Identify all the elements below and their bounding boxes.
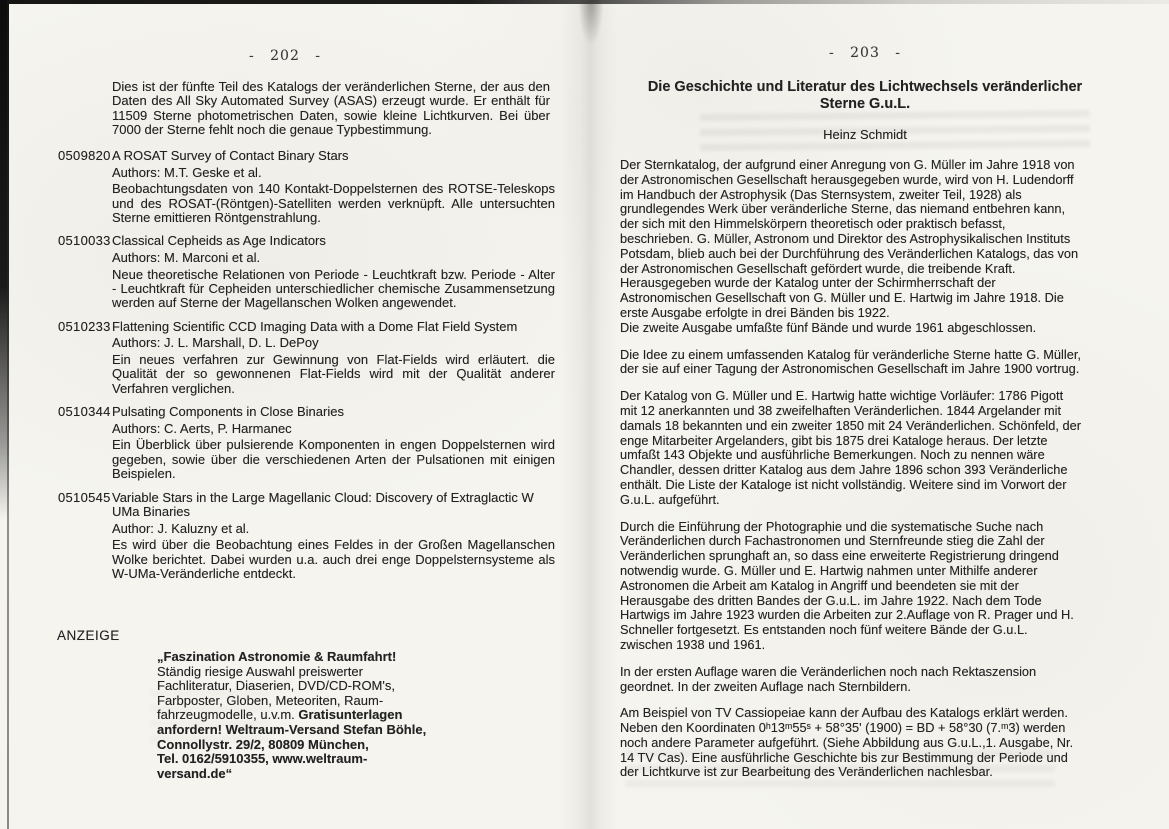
ad-line: Tel. 0162/5910355, www.weltraum-versand.de“ [157, 751, 368, 781]
entry-summary: Beobachtungsdaten von 140 Kontakt-Doppelsternen des ROTSE-Teleskops und des ROSAT-(Röntgen)-Satelliten werden verknüpft. Alle untersuchten Sterne emittieren Röntgenstrahlung. [112, 181, 555, 225]
article-author: Heinz Schmidt [823, 127, 907, 142]
ad-line: Ständig riesige Auswahl preiswerter [157, 663, 363, 679]
page-number-right: - 203 - [828, 45, 902, 61]
article-title-line1: Die Geschichte und Literatur des Lichtwechsels veränderlicher [647, 79, 1083, 95]
article-paragraph: Durch die Einführung der Photographie und die systematische Suche nach Veränderlichen durch Fachastronomen und Sternfreunde stieg die Zahl der Veränderlichen sprunghaft an, so dass eine erweiterte Registrierung dringend notwendig wurde. G. Müller und E. Hartwig nahmen unter Mithilfe anderer Astronomen die Arbeit am Katalog in Angriff und beendeten sie mit der Herausgabe des dritten Bandes der G.u.L. im Jahre 1922. Nach dem Tode Hartwigs im Jahre 1923 wurden die Arbeiten zur 2.Auflage von R. Prager und H. Schneller fortgesetzt. Es entstanden noch fünf weitere Bände der G.u.L. zwischen 1938 und 1961. [620, 518, 1074, 652]
article-paragraph: Am Beispiel von TV Cassiopeiae kann der Aufbau des Katalogs erklärt werden. Neben den Koordinaten 0ʰ13ᵐ55ˢ + 58°35' (1900) = BD + 58°30 (7.ᵐ3) werden noch andere Parameter aufgeführt. (Siehe Abbildung aus G.u.L.,1. Ausgabe, Nr. 14 TV Cas). Eine ausführliche Geschichte bis zur Bestimmung der Periode und der Lichtkurve ist zur Bearbeitung des Veränderlichen nachlesbar. [620, 705, 1074, 780]
ad-line: Connollystr. 29/2, 80809 München, [157, 736, 369, 752]
article-paragraph-group [620, 348, 1082, 378]
article-paragraph: Die Idee zu einem umfassenden Katalog für veränderliche Sterne hatte G. Müller, der sie auf einer Tagung der Astronomischen Gesellschaft im Jahre 1900 vortrug. [620, 346, 1081, 377]
entry-id: 0509820 [58, 148, 111, 163]
article-title [618, 79, 1112, 113]
entry-title: A ROSAT Survey of Contact Binary Stars [112, 148, 349, 163]
article-paragraph-group [620, 665, 1082, 695]
entry-title: Pulsating Components in Close Binaries [112, 404, 344, 420]
entry-id: 0510545 [58, 489, 111, 505]
right-page [560, 0, 1169, 829]
entry-id: 0510233 [58, 318, 111, 334]
entry-title: Classical Cepheids as Age Indicators [112, 233, 326, 249]
ad-text: fahrzeugmodelle, u.v.m. [157, 707, 299, 723]
article-title-line2: Sterne G.u.L. [819, 96, 911, 112]
scan-edge-left-line [7, 0, 9, 829]
ad-line [157, 708, 427, 723]
entry-id: 0510033 [58, 233, 111, 249]
left-page [10, 0, 560, 829]
article-paragraph: In der ersten Auflage waren die Veränderlichen noch nach Rektaszension geordnet. In der zweiten Auflage nach Sternbildern. [620, 663, 1037, 694]
catalog-entry [58, 405, 555, 481]
entry-title: Flattening Scientific CCD Imaging Data with a Dome Flat Field System [112, 318, 518, 334]
catalog-entry-list [58, 149, 555, 591]
intro-paragraph: Dies ist der fünfte Teil des Katalogs der veränderlichen Sterne, der aus den Daten des All Sky Automated Survey (ASAS) erzeugt wurde. Er enthält für 11509 Sterne photometrischen Daten, sowie kleine Lichtkurven. Bei über 7000 der Sterne fehlt noch die genaue Typbestimmung. [112, 79, 550, 138]
anzeige-label: ANZEIGE [57, 628, 120, 643]
article-paragraph-group [620, 389, 1082, 507]
entry-authors: Authors: C. Aerts, P. Harmanec [112, 420, 292, 436]
entry-authors: Authors: J. L. Marshall, D. L. DePoy [112, 335, 319, 351]
ad-line: Fachliteratur, Diaserien, DVD/CD-ROM's, [157, 678, 395, 694]
entry-summary: Neue theoretische Relationen von Periode - Leuchtkraft bzw. Periode - Alter - Leuchtkraft für Cepheiden unterschiedlicher chemische Zusammensetzung werden auf Sterne der Magellanschen Wolken angewendet. [112, 266, 555, 311]
ad-line: Farbposter, Globen, Meteoriten, Raum- [157, 692, 384, 708]
catalog-entry [58, 149, 555, 225]
article-body [620, 158, 1082, 792]
ad-line: anfordern! Weltraum-Versand Stefan Böhle, [157, 721, 427, 737]
entry-authors: Author: J. Kaluzny et al. [112, 520, 250, 536]
entry-id: 0510344 [58, 404, 111, 420]
ad-line: „Faszination Astronomie & Raumfahrt! [157, 649, 397, 664]
page-number-left: - 202 - [248, 48, 322, 64]
article-paragraph-group [620, 520, 1082, 653]
entry-title: Variable Stars in the Large Magellanic Cloud: Discovery of Extraglactic W UMa Binaries [112, 489, 534, 520]
entry-summary: Es wird über die Beobachtung eines Feldes in der Großen Magellanschen Wolke berichtet. Dabei wurden u.a. auch drei enge Doppelsternsysteme als W-UMa-Veränderliche entdeckt. [112, 537, 555, 582]
article-paragraph: Die zweite Ausgabe umfaßte fünf Bände und wurde 1961 abgeschlossen. [620, 319, 1037, 335]
article-paragraph: Der Sternkatalog, der aufgrund einer Anregung von G. Müller im Jahre 1918 von der Astronomischen Gesellschaft herausgegeben wurde, wird von H. Ludendorff im Handbuch der Astrophysik (Das Sternsystem, zweiter Teil, 1928) als grundlegendes Werk über veränderliche Sterne, das niemand entbehren kann, der sich mit den Himmelskörpern theoretisch oder praktisch befasst, beschrieben. G. Müller, Astronom und Direktor des Astrophysikalischen Instituts Potsdam, blieb auch bei der Durchführung des Veränderlichen Katalogs, das von der Astronomischen Gesellschaft gefördert wurde, die treibende Kraft. [620, 157, 1079, 276]
article-paragraph-group [620, 706, 1082, 780]
article-paragraph: Der Katalog von G. Müller und E. Hartwig hatte wichtige Vorläufer: 1786 Pigott mit 12 anerkannten und 38 zweifelhaften Veränderlichen. 1844 Argelander mit damals 18 bekannten und ein zweiter 1850 mit 24 Veränderlichen. Schönfeld, der enge Mitarbeiter Argelanders, gibt bis 1875 drei Kataloge heraus. Der letzte umfaßt 143 Objekte und ausführliche Bemerkungen. Noch zu nennen wäre Chandler, dessen dritter Katalog aus dem Jahre 1896 schon 393 Veränderliche enthält. Die Liste der Kataloge ist nicht vollständig. Weitere sind im Vorwort der G.u.L. aufgeführt. [620, 388, 1081, 507]
entry-authors: Authors: M. Marconi et al. [112, 250, 261, 265]
entry-authors: Authors: M.T. Geske et al. [112, 164, 262, 180]
entry-summary: Ein Überblick über pulsierende Komponenten in engen Doppelsternen wird gegeben, sowie über die verschiedenen Arten der Pulsationen mit einigen Beispielen. [112, 437, 555, 482]
article-paragraph: Herausgegeben wurde der Katalog unter der Schirmherrschaft der Astronomischen Gesellschaft von G. Müller und E. Hartwig im Jahre 1918. Die erste Ausgabe erfolgte in drei Bänden bis 1922. [620, 275, 1064, 320]
catalog-entry [58, 234, 555, 310]
entry-summary: Ein neues verfahren zur Gewinnung von Flat-Fields wird erläutert. die Qualität der so gewonnenen Flat-Fields wird mit der Qualität anderer Verfahren verglichen. [112, 352, 555, 396]
article-paragraph-group [620, 158, 1082, 336]
advertisement [157, 650, 427, 781]
catalog-entry [58, 491, 555, 582]
catalog-entry [58, 320, 555, 396]
ad-text-bold: Gratisunterlagen [298, 707, 403, 723]
